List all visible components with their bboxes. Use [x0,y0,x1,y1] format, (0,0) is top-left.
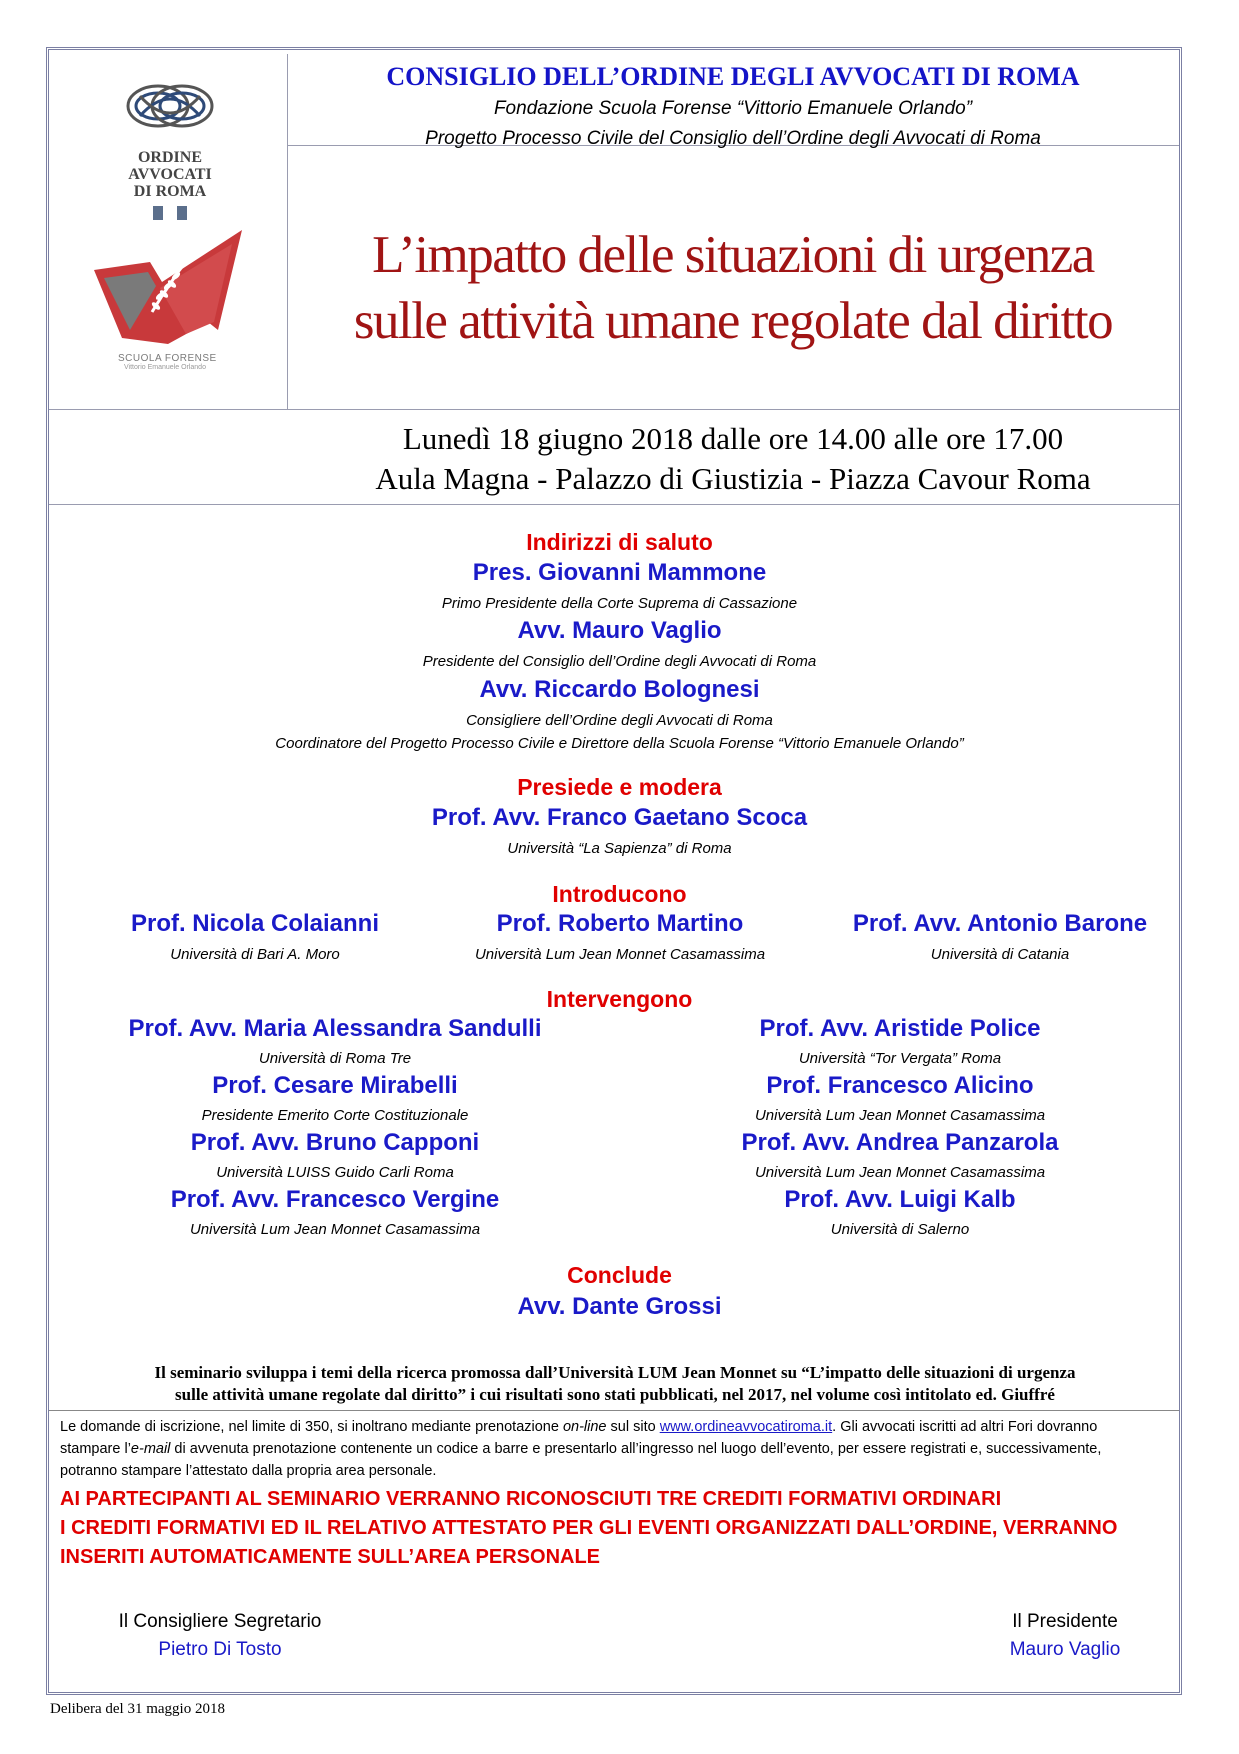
panel-right-column [700,1015,1100,1243]
scuola-logo-line1: SCUOLA FORENSE [118,353,217,364]
speaker-role: Università Lum Jean Monnet Casamassima [754,1164,1046,1181]
speaker-name: Prof. Avv. Luigi Kalb [784,1186,1016,1213]
seminar-note [60,1362,1170,1406]
speaker-name: Prof. Avv. Andrea Panzarola [741,1129,1059,1156]
speaker-role: Università Lum Jean Monnet Casamassima [474,946,766,963]
credits-line2: I CREDITI FORMATIVI ED IL RELATIVO ATTESTATO PER GLI EVENTI ORGANIZZATI DALL’ORDINE, VERRANNO [60,1517,1118,1539]
speaker-name: Prof. Roberto Martino [496,910,744,937]
scuola-forense-emblem-icon [90,226,250,348]
column-marks [110,206,230,220]
intervengono-heading: Intervengono [546,986,693,1012]
speaker-role: Università LUISS Guido Carli Roma [216,1164,454,1181]
speaker-role: Università di Catania [930,946,1070,963]
seminar-note-line1: Il seminario sviluppa i temi della ricerca promossa dall’Università LUM Jean Monnet su “L’impatto delle situazioni di urgenza [154,1363,1076,1382]
knot-emblem-icon [110,72,230,142]
speaker-name: Avv. Mauro Vaglio [517,617,722,644]
speaker-name: Prof. Nicola Colaianni [130,910,380,937]
moderator-name: Prof. Avv. Franco Gaetano Scoca [431,804,808,831]
seminar-note-line2: sulle attività umane regolate dal diritto” i cui risultati sono stati pubblicati, nel 2017, nel volume così intitolato ed. Giuffré [175,1385,1055,1404]
registration-text: Le domande di iscrizione, nel limite di 350, si inoltrano mediante prenotazione [60,1419,563,1435]
introducono-heading: Introducono [552,881,687,907]
registration-text: . Gli avvocati iscritti ad altri Fori dovranno [832,1419,1098,1435]
ordine-logo-line1: ORDINE [137,149,202,166]
speaker-name: Avv. Riccardo Bolognesi [479,676,760,703]
speaker-role: Università Lum Jean Monnet Casamassima [189,1221,481,1238]
website-link[interactable]: www.ordineavvocatiroma.it [659,1419,833,1435]
header-divider-2 [49,409,1179,410]
ordine-logo-line3: DI ROMA [133,183,207,200]
header-divider-3 [49,504,1179,505]
event-place: Aula Magna - Palazzo di Giustizia - Piazza Cavour Roma [375,461,1091,496]
secretary-title: Il Consigliere Segretario [118,1611,322,1632]
president-name: Mauro Vaglio [1009,1639,1121,1660]
intro-speaker [440,910,800,963]
speaker-name: Prof. Avv. Bruno Capponi [190,1129,480,1156]
speaker-name: Prof. Avv. Aristide Police [759,1015,1041,1042]
speaker-name: Prof. Avv. Francesco Vergine [170,1186,500,1213]
main-title [288,222,1178,354]
speaker-role: Università di Roma Tre [258,1050,412,1067]
note-divider [49,1410,1179,1411]
speaker-name: Prof. Avv. Maria Alessandra Sandulli [128,1015,542,1042]
speaker-role: Università “Tor Vergata” Roma [798,1050,1002,1067]
panel-left-column [90,1015,580,1243]
speaker-role: Consigliere dell’Ordine degli Avvocati di Roma [466,712,773,729]
speaker-role: Presidente Emerito Corte Costituzionale [201,1107,469,1124]
saluti-heading: Indirizzi di saluto [526,529,713,555]
council-title: CONSIGLIO DELL’ORDINE DEGLI AVVOCATI DI ROMA [386,62,1080,91]
intro-speaker [90,910,420,963]
speaker-role-2: Coordinatore del Progetto Processo Civile e Direttore della Scuola Forense “Vittorio Emanuele Orlando” [275,735,964,752]
speaker-name: Prof. Cesare Mirabelli [212,1072,458,1099]
president-title: Il Presidente [1012,1611,1118,1632]
speaker-name: Prof. Francesco Alicino [766,1072,1034,1099]
main-title-line2: sulle attività umane regolate dal diritto [353,292,1113,350]
email-text: e-mail [130,1441,171,1457]
project-subtitle: Progetto Processo Civile del Consiglio dell’Ordine degli Avvocati di Roma [425,128,1041,149]
credits-line3: INSERITI AUTOMATICAMENTE SULL’AREA PERSONALE [60,1546,601,1568]
speaker-role: Università Lum Jean Monnet Casamassima [754,1107,1046,1124]
registration-text: potranno stampare l’attestato dalla propria area personale. [60,1463,437,1479]
conclude-heading: Conclude [567,1262,672,1288]
president-signature [980,1608,1150,1664]
speaker-name: Prof. Avv. Antonio Barone [852,910,1148,937]
registration-info [60,1416,1180,1482]
presiede-heading: Presiede e modera [517,774,722,800]
registration-text: sul sito [606,1419,660,1435]
speaker-role: Primo Presidente della Corte Suprema di Cassazione [441,595,798,612]
ordine-avvocati-logo [110,72,230,212]
speaker-role: Università di Salerno [830,1221,970,1238]
online-text: on-line [562,1419,607,1435]
secretary-name: Pietro Di Tosto [158,1639,282,1660]
scuola-logo-line2: Vittorio Emanuele Orlando [124,364,206,371]
credits-line1: AI PARTECIPANTI AL SEMINARIO VERRANNO RICONOSCIUTI TRE CREDITI FORMATIVI ORDINARI [60,1488,1002,1510]
foundation-subtitle: Fondazione Scuola Forense “Vittorio Emanuele Orlando” [493,98,973,119]
main-title-line1: L’impatto delle situazioni di urgenza [372,226,1094,284]
moderator-role: Università “La Sapienza” di Roma [507,840,732,857]
speaker-role: Università di Bari A. Moro [170,946,340,963]
event-info [288,419,1178,499]
credits-notice [60,1485,1180,1572]
registration-text: stampare l’ [60,1441,131,1457]
intro-speaker [830,910,1170,963]
registration-text: di avvenuta prenotazione contenente un codice a barre e presentarlo all’ingresso nel luogo dell’evento, per essere registrati e, successivamente, [170,1441,1102,1457]
delibera-footer: Delibera del 31 maggio 2018 [50,1701,225,1717]
closing-speaker-name: Avv. Dante Grossi [517,1293,722,1320]
event-date: Lunedì 18 giugno 2018 dalle ore 14.00 alle ore 17.00 [402,421,1064,456]
ordine-logo-line2: AVVOCATI [128,166,212,183]
secretary-signature [100,1608,340,1664]
speaker-name: Pres. Giovanni Mammone [472,559,767,586]
scuola-forense-logo [90,226,250,376]
speaker-role: Presidente del Consiglio dell’Ordine degli Avvocati di Roma [422,653,817,670]
